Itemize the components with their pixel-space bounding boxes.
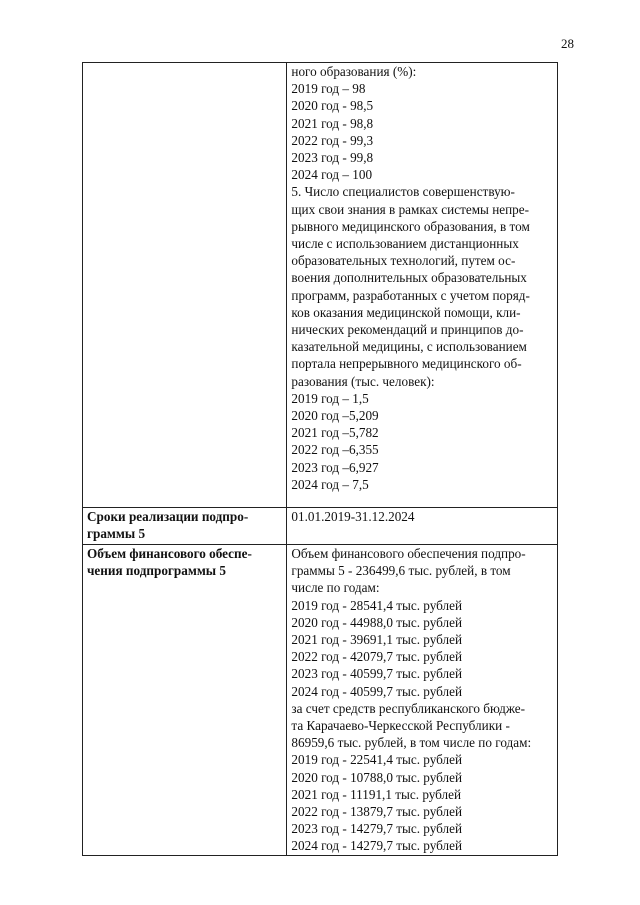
- text-line: 5. Число специалистов совершенствую-: [291, 184, 515, 200]
- page-number: 28: [561, 36, 574, 51]
- text-line: ков оказания медицинской помощи, кли-: [291, 304, 521, 320]
- text-line: та Карачаево-Черкесской Республики -: [291, 718, 510, 734]
- text-line: нических рекомендаций и принципов до-: [291, 322, 524, 338]
- text-line: 01.01.2019-31.12.2024: [291, 509, 415, 524]
- text-line: числе с использованием дистанционных: [291, 236, 519, 252]
- text-line: программ, разработанных с учетом поряд-: [291, 287, 530, 303]
- text-line: разования (тыс. человек):: [291, 373, 435, 389]
- text-line: образовательных технологий, путем ос-: [291, 253, 516, 269]
- table-row: [83, 508, 558, 545]
- text-line: 2024 год – 100: [291, 167, 373, 183]
- text-line: 2024 год - 40599,7 тыс. рублей: [291, 683, 463, 699]
- text-line: щих свои знания в рамках системы непре-: [291, 201, 529, 217]
- text-line: 2024 год - 14279,7 тыс. рублей: [291, 838, 463, 854]
- row-value-cell: [287, 508, 558, 545]
- text-line: воения дополнительных образовательных: [291, 270, 527, 286]
- text-line: 2019 год - 22541,4 тыс. рублей: [291, 752, 463, 768]
- text-line: за счет средств республиканского бюдже-: [291, 700, 526, 716]
- row-label-cell: [83, 508, 287, 545]
- text-line: портала непрерывного медицинского об-: [291, 356, 522, 372]
- text-line: 2019 год - 28541,4 тыс. рублей: [291, 597, 463, 613]
- text-line: 2020 год –5,209: [291, 408, 379, 424]
- text-line: 2023 год –6,927: [291, 459, 379, 475]
- text-line: 2023 год - 40599,7 тыс. рублей: [291, 666, 463, 682]
- text-line: 2022 год - 99,3: [291, 132, 374, 148]
- text-line: 2021 год - 39691,1 тыс. рублей: [291, 632, 463, 648]
- text-line: 2020 год - 44988,0 тыс. рублей: [291, 614, 463, 630]
- text-line: 2022 год –6,355: [291, 442, 379, 458]
- table-row: [83, 63, 558, 508]
- text-line: 2023 год - 14279,7 тыс. рублей: [291, 821, 463, 837]
- text-line: 2021 год - 11191,1 тыс. рублей: [291, 786, 462, 802]
- text-line: 86959,6 тыс. рублей, в том числе по годам:: [291, 735, 532, 751]
- text-line: числе по годам:: [291, 580, 380, 596]
- text-line: рывного медицинского образования, в том: [291, 218, 530, 234]
- row-value-cell: [287, 63, 558, 508]
- text-line: 2019 год – 1,5: [291, 390, 369, 406]
- text-line: 2021 год –5,782: [291, 425, 379, 441]
- text-line: 2024 год – 7,5: [291, 476, 369, 492]
- row-label-cell: [83, 63, 287, 508]
- text-line: 2022 год - 42079,7 тыс. рублей: [291, 649, 463, 665]
- text-line: ного образования (%):: [291, 64, 417, 79]
- text-line: Объем финансового обеспечения подпро-: [291, 546, 526, 561]
- row-value-cell: [287, 545, 558, 856]
- text-line: 2023 год - 99,8: [291, 150, 374, 166]
- row-label-line: Объем финансового обеспе-: [87, 546, 252, 561]
- row-label-cell: [83, 545, 287, 856]
- text-line: 2020 год - 98,5: [291, 98, 374, 114]
- text-line: 2021 год - 98,8: [291, 115, 374, 131]
- text-line: 2022 год - 13879,7 тыс. рублей: [291, 804, 463, 820]
- text-line: 2020 год - 10788,0 тыс. рублей: [291, 769, 463, 785]
- row-label-line: чения подпрограммы 5: [87, 563, 226, 579]
- passport-table: [82, 62, 558, 856]
- row-label-line: граммы 5: [87, 526, 146, 542]
- table-row: [83, 545, 558, 856]
- text-line: 2019 год – 98: [291, 81, 366, 97]
- text-line: казательной медицины, с использованием: [291, 339, 527, 355]
- row-label-line: Сроки реализации подпро-: [87, 509, 249, 524]
- text-line: граммы 5 - 236499,6 тыс. рублей, в том: [291, 563, 511, 579]
